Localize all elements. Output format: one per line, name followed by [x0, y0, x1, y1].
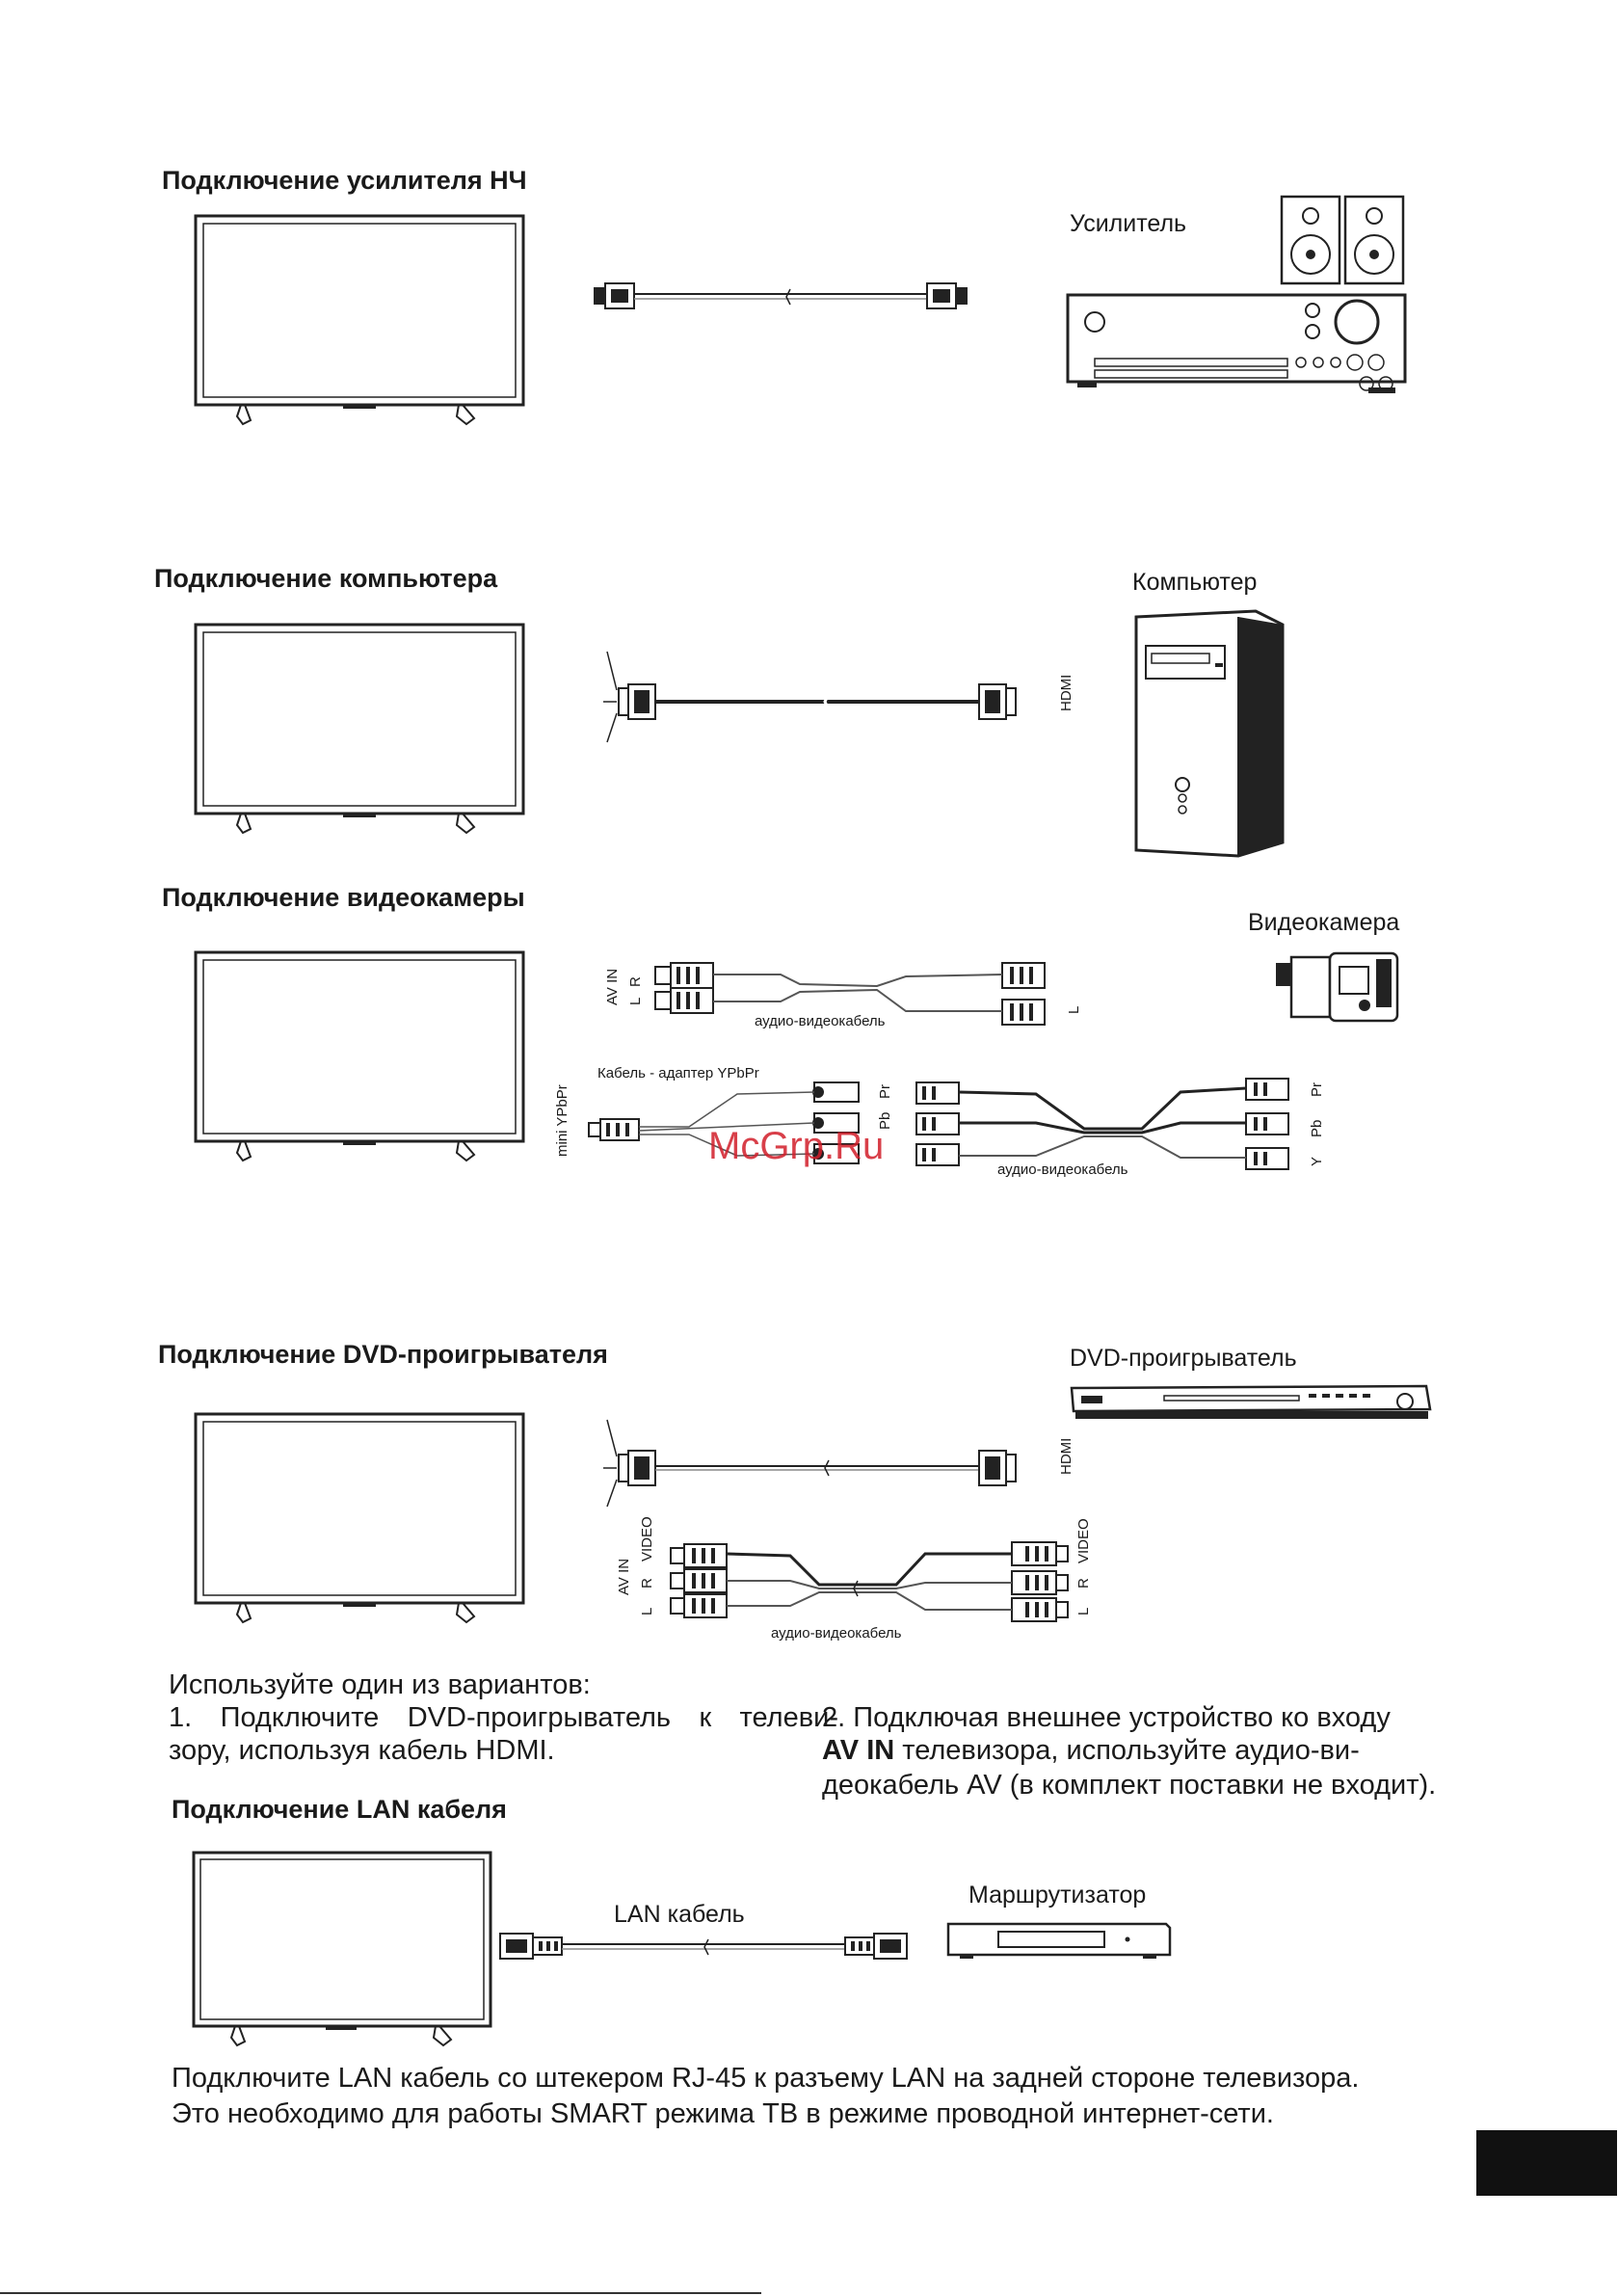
hdmi-port-label: HDMI [1058, 674, 1074, 711]
dvd-option2-rest: телевизора, используйте аудио-ви- [894, 1735, 1360, 1766]
l-label: L [627, 997, 644, 1005]
router-label: Маршрутизатор [968, 1882, 1147, 1909]
av-cable-label-2: аудио-видеокабель [997, 1161, 1128, 1178]
ypbpr-adapter-label: Кабель - адаптер YPbPr [597, 1065, 759, 1081]
tv-illustration [191, 1851, 499, 2058]
pb-label-right: Pb [1309, 1119, 1325, 1137]
pb-label: Pb [877, 1111, 893, 1130]
lan-cable-label: LAN кабель [614, 1901, 745, 1928]
dvd-l-label: L [639, 1607, 655, 1615]
lan-note-line2: Это необходимо для работы SMART режима ТВ в режиме проводной интернет-сети. [172, 2098, 1274, 2129]
computer-label: Компьютер [1132, 569, 1258, 596]
amplifier-illustration [1060, 193, 1426, 405]
dvd-player-illustration [1068, 1380, 1434, 1425]
lan-cable [496, 1930, 911, 1964]
dvd-av-in-label: AV IN [616, 1558, 632, 1595]
camcorder-label: Видеокамера [1248, 909, 1400, 936]
dvd-intro: Используйте один из вариантов: [169, 1669, 591, 1700]
page-tab-marker [1476, 2130, 1617, 2196]
dvd-hdmi-port-label: HDMI [1058, 1437, 1074, 1475]
tv-illustration [193, 623, 530, 840]
hdmi-cable [569, 646, 1050, 752]
camcorder-section-title: Подключение видеокамеры [162, 883, 525, 912]
dvd-r-label: R [639, 1578, 655, 1589]
av-in-label: AV IN [604, 968, 621, 1005]
amplifier-section-title: Подключение усилителя НЧ [162, 166, 527, 195]
dvd-section-title: Подключение DVD-проигрывателя [158, 1340, 608, 1369]
bottom-rule [0, 2292, 761, 2294]
watermark: McGrp.Ru [708, 1125, 885, 1167]
dvd-r-label-right: R [1075, 1578, 1092, 1589]
av-cable-label: аудио-видеокабель [755, 1013, 886, 1029]
pr-label: Pr [877, 1084, 893, 1099]
dvd-video-label-right: VIDEO [1075, 1518, 1092, 1563]
r-label: R [627, 976, 644, 987]
hdmi-cable [569, 1412, 1050, 1518]
dvd-option2-line1: 2. Подключая внешнее устройство ко входу [822, 1702, 1391, 1733]
dvd-av-cable-label: аудио-видеокабель [771, 1625, 902, 1642]
dvd-player-label: DVD-проигрыватель [1070, 1345, 1297, 1372]
lan-note-line1: Подключите LAN кабель со штекером RJ-45 к разъему LAN на задней стороне телевизора. [172, 2063, 1360, 2094]
tv-illustration [193, 1412, 530, 1629]
y-label-right: Y [1309, 1156, 1325, 1166]
dvd-option2-line3: деокабель AV (в комплект поставки не входит). [822, 1770, 1437, 1801]
computer-section-title: Подключение компьютера [154, 564, 498, 593]
optical-cable [588, 280, 993, 318]
computer-illustration [1132, 607, 1296, 860]
amplifier-label: Усилитель [1070, 210, 1187, 237]
mini-ypbpr-label: mini YPbPr [554, 1084, 570, 1157]
l-label-right: L [1066, 1005, 1082, 1014]
av-cable-dvd [665, 1535, 1079, 1621]
dvd-video-label: VIDEO [639, 1516, 655, 1562]
camcorder-illustration [1272, 949, 1407, 1027]
router-illustration [944, 1918, 1176, 1966]
tv-illustration [193, 214, 530, 431]
ypbpr-cables [583, 1075, 1306, 1190]
dvd-l-label-right: L [1075, 1607, 1092, 1615]
dvd-option1-line2: зору, используя кабель HDMI. [169, 1735, 555, 1766]
dvd-option2-line2 [822, 1733, 1360, 1768]
dvd-option1-line1: 1. Подключите DVD-проигрыватель к телеви- [169, 1702, 838, 1733]
av-in-bold: AV IN [822, 1735, 895, 1766]
lan-section-title: Подключение LAN кабеля [172, 1795, 507, 1824]
pr-label-right: Pr [1309, 1082, 1325, 1097]
tv-illustration [193, 950, 530, 1167]
